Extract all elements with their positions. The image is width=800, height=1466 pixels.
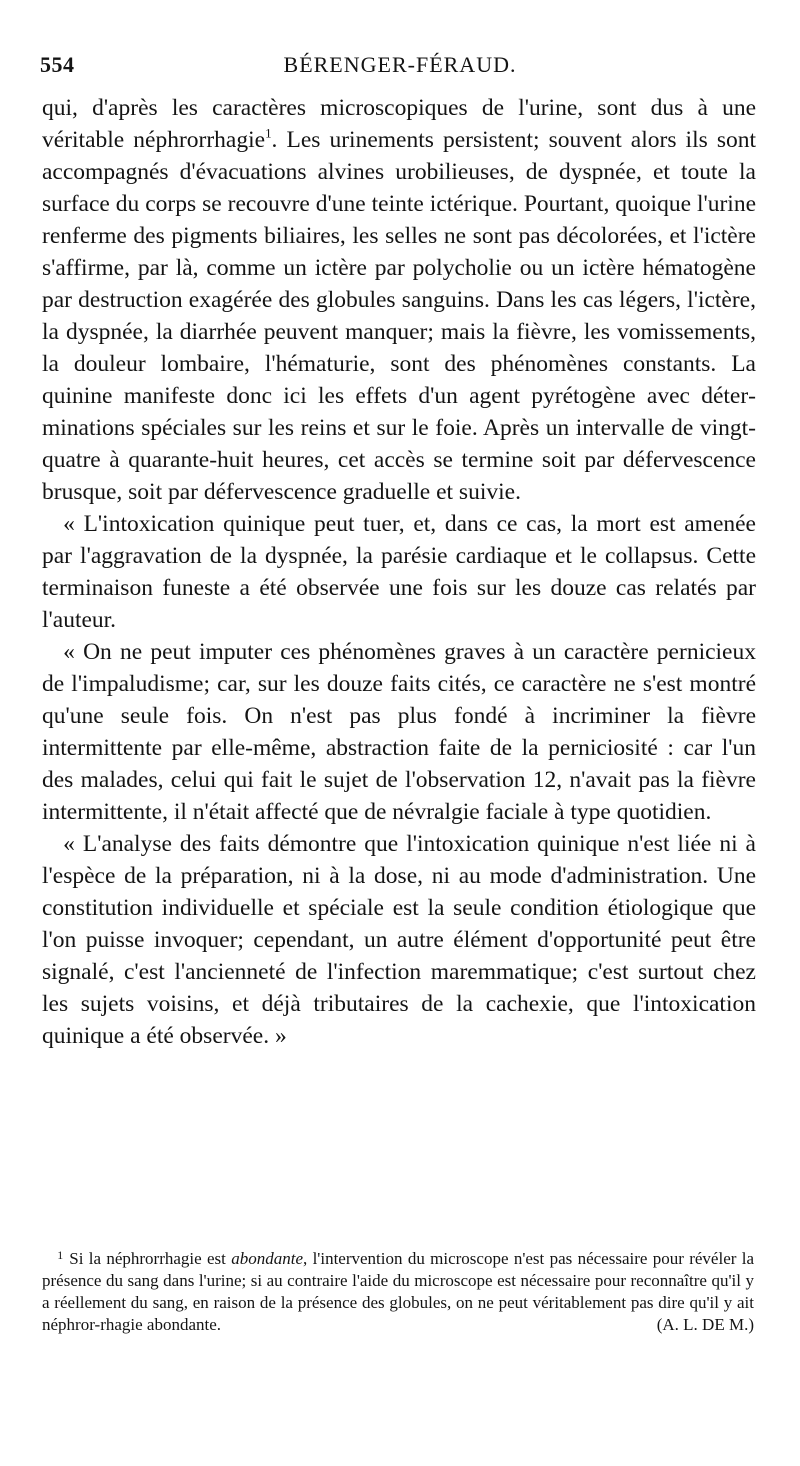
page-number: 554 <box>40 52 75 77</box>
paragraph: « L'analyse des faits démontre que l'intoxication quinique n'est liée ni à l'espèce de la préparation, ni à la dose, ni au mode d'administration. Une constitution individuelle et spéciale est la seule condition étiologique que l'on puisse invoquer; cependant, un autre élément d'opportunité peut être signalé, c'est l'ancienneté de l'infection maremmatique; c'est surtout chez les sujets voisins, et déjà tributaires de la cachexie, que l'intoxication quinique a été observée. » <box>42 831 756 1049</box>
paragraph: « On ne peut imputer ces phénomènes graves à un caractère pernicieux de l'impaludisme; car, sur les douze faits cités, ce caractère ne s'est montré qu'une seule fois. On n'est pas plus fondé à incriminer la fièvre intermittente par elle-même, abstraction faite de la perniciosité : car l'un des malades, celui qui fait le sujet de l'observation 12, n'avait pas la fièvre intermittente, il n'était affecté que de névralgie faciale à type quotidien. <box>42 639 756 825</box>
footnote-signature: (A. L. DE M.) <box>656 1314 754 1334</box>
main-text <box>42 92 756 1052</box>
footnote-text <box>42 1244 754 1336</box>
page-header <box>40 52 760 86</box>
footnote-segment: , l'intervention du microscope n'est pas nécessaire pour révéler la présence du sang dans l'urine; si au contraire l'aide du microscope est nécessaire pour reconnaître qu'il y a réellement du sang, en raison de la présence des globules, on ne peut véritablement pas dire qu'il y ait néphror-rhagie abondante. <box>42 1248 754 1334</box>
running-head: BÉRENGER-FÉRAUD. <box>283 52 517 77</box>
paragraph-text: qui, d'après les caractères microscopiques de l'urine, sont dus à une véritable néphrorrhagie <box>42 95 756 153</box>
footnote-marker: 1 <box>57 1248 64 1262</box>
footnote <box>42 1244 754 1336</box>
footnote-segment: Si la néphrorrhagie est <box>69 1248 232 1268</box>
paragraph: « L'intoxication quinique peut tuer, et, dans ce cas, la mort est amenée par l'aggravation de la dyspnée, la parésie cardiaque et le collapsus. Cette terminaison funeste a été observée une fois sur les douze cas relatés par l'auteur. <box>42 511 756 633</box>
paragraph-text: . Les urinements persistent; souvent alors ils sont accompagnés d'évacuations alvines urobilieuses, de dyspnée, et toute la surface du corps se recouvre d'une teinte ictérique. Pourtant, quoique l'urine renferme des pigments biliaires, les selles ne sont pas décolorées, et l'ictère s'affirme, par là, comme un ictère par polycholie ou un ictère hématogène par destruction exagérée des globules sanguins. Dans les cas légers, l'ictère, la dyspnée, la diarrhée peuvent manquer; mais la fièvre, les vomissements, la douleur lombaire, l'hématurie, sont des phénomènes constants. La quinine manifeste donc ici les effets d'un agent pyrétogène avec déterminations spéciales sur les reins et sur le foie. Après un intervalle de vingt-quatre à quarante-huit heures, cet accès se termine soit par défervescence brusque, soit par défervescence graduelle et suivie. <box>42 127 756 505</box>
footnote-emphasis: abondante <box>231 1248 303 1268</box>
paragraph <box>42 92 756 508</box>
footnote-reference: 1 <box>265 125 272 141</box>
